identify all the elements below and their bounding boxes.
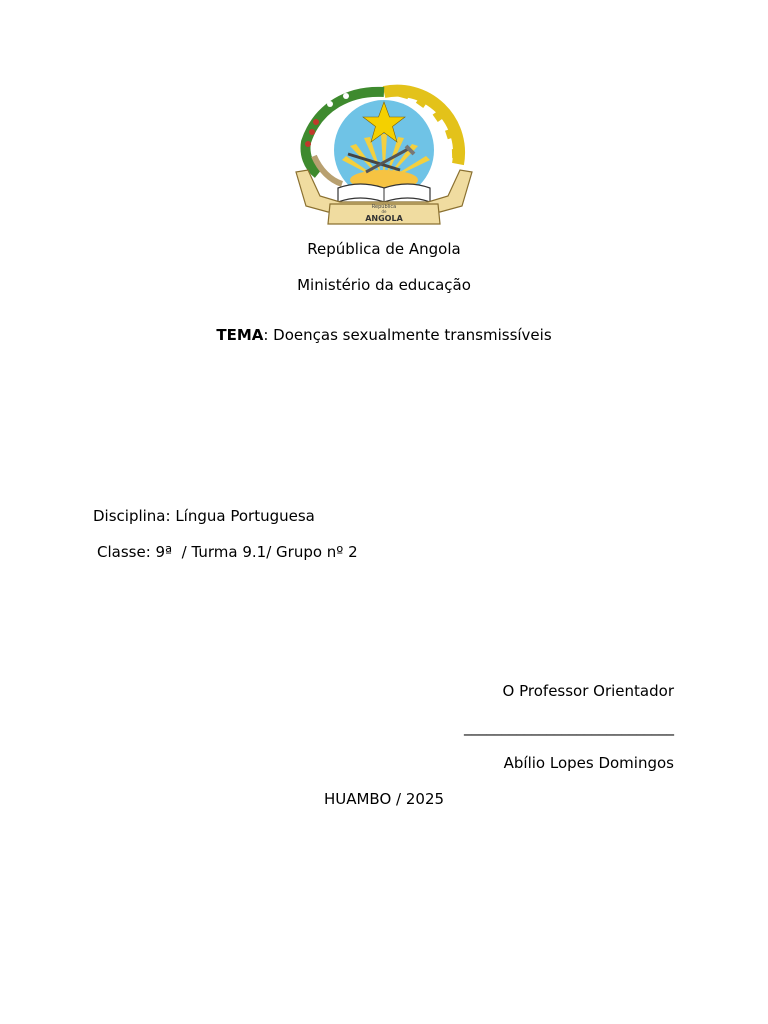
signature-line: ____________________________ <box>464 718 674 736</box>
theme-value: : Doenças sexualmente transmissíveis <box>263 326 552 344</box>
advisor-title: O Professor Orientador <box>502 682 674 700</box>
svg-text:ANGOLA: ANGOLA <box>365 214 403 223</box>
angola-coat-of-arms-logo <box>290 84 478 226</box>
place-year: HUAMBO / 2025 <box>323 790 445 808</box>
svg-text:República: República <box>371 204 397 210</box>
theme-label: TEMA <box>216 326 264 344</box>
country-name: República de Angola <box>307 240 461 258</box>
class-line: Classe: 9ª / Turma 9.1/ Grupo nº 2 <box>97 543 358 561</box>
advisor-name: Abílio Lopes Domingos <box>503 754 674 772</box>
ministry-name: Ministério da educação <box>297 276 471 294</box>
discipline-line: Disciplina: Língua Portuguesa <box>93 507 315 525</box>
svg-text:de: de <box>381 209 387 214</box>
theme-line <box>0 326 768 344</box>
